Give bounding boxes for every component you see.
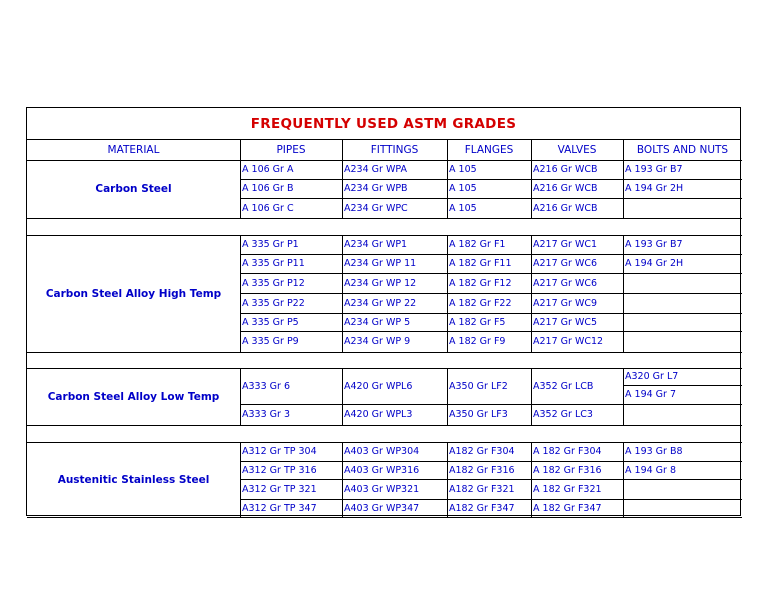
row-rule [27,235,742,236]
grade-cell: A182 Gr F304 [449,446,515,457]
row-rule [623,179,742,180]
column-rule [342,235,343,352]
column-rule [342,368,343,425]
grade-cell: A 105 [449,183,477,194]
grade-cell: A403 Gr WP304 [344,446,420,457]
column-rule [531,442,532,517]
row-rule [623,293,742,294]
column-rule [623,160,624,218]
row-rule [623,479,742,480]
grade-cell: A216 Gr WCB [533,202,598,214]
grade-cell: A217 Gr WC12 [533,336,604,347]
grade-cell: A217 Gr WC6 [533,277,598,289]
table-title: FREQUENTLY USED ASTM GRADES [27,108,740,140]
column-header: FITTINGS [370,144,419,156]
column-rule [240,442,241,517]
grade-cell: A 182 Gr F22 [449,297,512,309]
column-rule [240,140,241,160]
grade-cell: A403 Gr WP321 [344,483,420,495]
grade-cell: A234 Gr WP 11 [344,258,417,269]
row-rule [27,517,742,518]
row-rule [623,313,742,314]
grade-cell: A217 Gr WC5 [533,316,598,328]
row-rule [27,352,742,353]
grade-cell: A312 Gr TP 347 [242,502,317,514]
grade-cell: A 106 Gr C [242,202,294,214]
grade-cell: A333 Gr 6 [242,380,290,392]
material-name: Austenitic Stainless Steel [57,473,210,486]
column-rule [342,442,343,517]
grade-cell: A234 Gr WPC [344,202,408,214]
grade-cell: A 182 Gr F316 [533,464,602,476]
grade-cell: A403 Gr WP347 [344,502,420,514]
column-rule [342,140,343,160]
grade-cell: A 182 Gr F5 [449,316,506,328]
column-header: FLANGES [464,144,514,156]
column-rule [623,140,624,160]
grade-cell: A 182 Gr F304 [533,446,602,457]
column-rule [240,368,241,425]
grade-cell: A333 Gr 3 [242,409,290,420]
row-rule [623,254,742,255]
grade-cell: A420 Gr WPL6 [344,380,413,392]
row-rule [623,385,742,386]
grade-cell: A 335 Gr P9 [242,336,299,347]
grade-cell: A234 Gr WPA [344,164,407,175]
column-header: VALVES [557,144,597,156]
astm-grades-table [26,107,741,516]
grade-cell: A350 Gr LF2 [449,380,508,392]
row-rule [27,368,742,369]
column-rule [447,140,448,160]
grade-cell: A234 Gr WPB [344,183,408,194]
bolt-grade-cell: A 194 Gr 7 [625,389,677,400]
column-rule [531,368,532,425]
grade-cell: A 335 Gr P12 [242,277,305,289]
bolt-grade-cell: A 194 Gr 2H [625,183,684,194]
column-rule [240,235,241,352]
row-rule [623,461,742,462]
grade-cell: A352 Gr LC3 [533,409,593,420]
column-rule [342,160,343,218]
grade-cell: A234 Gr WP 22 [344,297,417,309]
grade-cell: A217 Gr WC6 [533,258,598,269]
grade-cell: A182 Gr F316 [449,464,515,476]
column-rule [623,442,624,517]
grade-cell: A 335 Gr P11 [242,258,305,269]
row-rule [27,218,742,219]
column-header: PIPES [276,144,306,156]
row-rule [27,442,742,443]
column-rule [447,368,448,425]
column-rule [623,235,624,352]
grade-cell: A 105 [449,202,477,214]
grade-cell: A 106 Gr B [242,183,294,194]
grade-cell: A217 Gr WC1 [533,239,598,250]
grade-cell: A 182 Gr F11 [449,258,512,269]
grade-cell: A234 Gr WP 9 [344,336,411,347]
bolt-grade-cell: A320 Gr L7 [625,371,679,382]
grade-cell: A234 Gr WP1 [344,239,408,250]
bolt-grade-cell: A 193 Gr B8 [625,446,683,457]
bolt-grade-cell: A 193 Gr B7 [625,164,683,175]
material-name: Carbon Steel Alloy High Temp [45,287,222,300]
column-rule [531,160,532,218]
grade-cell: A352 Gr LCB [533,380,594,392]
grade-cell: A 106 Gr A [242,164,294,175]
grade-cell: A 335 Gr P1 [242,239,299,250]
row-rule [27,425,742,426]
grade-cell: A312 Gr TP 321 [242,483,317,495]
grade-cell: A234 Gr WP 12 [344,277,417,289]
row-rule [623,404,742,405]
grade-cell: A350 Gr LF3 [449,409,508,420]
bolt-grade-cell: A 194 Gr 8 [625,464,677,476]
grade-cell: A 182 Gr F9 [449,336,506,347]
grade-cell: A 182 Gr F1 [449,239,506,250]
row-rule [623,499,742,500]
grade-cell: A 182 Gr F347 [533,502,602,514]
grade-cell: A234 Gr WP 5 [344,316,411,328]
column-rule [447,442,448,517]
column-rule [531,235,532,352]
row-rule [623,198,742,199]
grade-cell: A182 Gr F321 [449,483,515,495]
grade-cell: A217 Gr WC9 [533,297,598,309]
column-rule [447,235,448,352]
grade-cell: A403 Gr WP316 [344,464,420,476]
bolt-grade-cell: A 194 Gr 2H [625,258,684,269]
grade-cell: A 105 [449,164,477,175]
column-rule [447,160,448,218]
grade-cell: A 335 Gr P5 [242,316,299,328]
column-rule [531,140,532,160]
column-header: BOLTS AND NUTS [636,144,729,156]
grade-cell: A216 Gr WCB [533,164,598,175]
grade-cell: A182 Gr F347 [449,502,515,514]
row-rule [623,273,742,274]
grade-cell: A420 Gr WPL3 [344,409,413,420]
column-rule [623,368,624,425]
bolt-grade-cell: A 193 Gr B7 [625,239,683,250]
grade-cell: A 335 Gr P22 [242,297,305,309]
grade-cell: A 182 Gr F12 [449,277,512,289]
row-rule [623,331,742,332]
grade-cell: A 182 Gr F321 [533,483,602,495]
grade-cell: A216 Gr WCB [533,183,598,194]
material-name: Carbon Steel Alloy Low Temp [47,390,220,403]
grade-cell: A312 Gr TP 316 [242,464,317,476]
grade-cell: A312 Gr TP 304 [242,446,317,457]
column-header: MATERIAL [107,144,160,156]
material-name: Carbon Steel [95,183,172,195]
column-rule [240,160,241,218]
